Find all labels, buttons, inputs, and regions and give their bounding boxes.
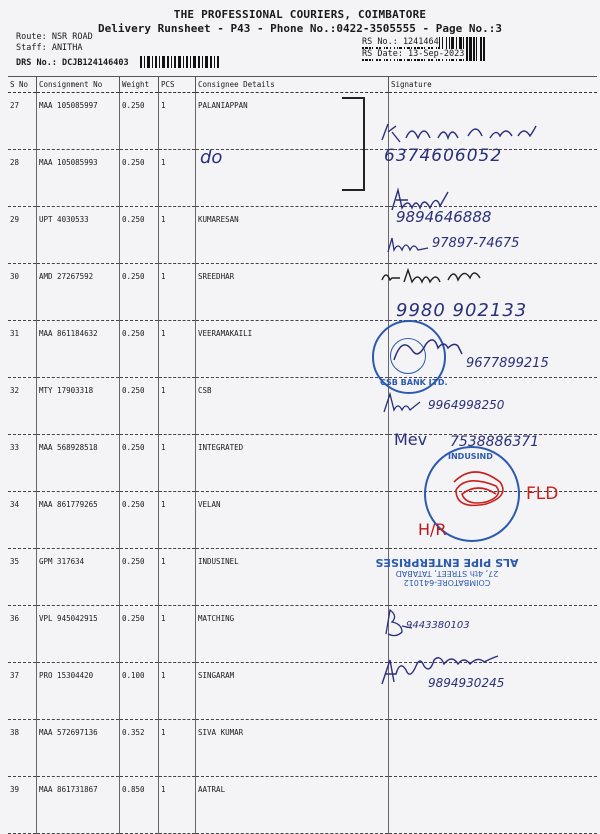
signature-row-27 <box>378 120 548 148</box>
col-consignee: Consignee Details <box>196 77 389 93</box>
cell-sno: 36 <box>8 606 37 663</box>
stamp-line-1: ALS PIPE ENTERPRISES <box>375 556 519 569</box>
cell-sno: 29 <box>8 207 37 264</box>
cell-weight: 0.250 <box>120 93 159 150</box>
signature-row-31 <box>378 266 498 288</box>
cell-consignment: GPM 317634 <box>37 549 120 606</box>
cell-consignee: SREEDHAR <box>196 264 389 321</box>
cell-consignee: SINGARAM <box>196 663 389 720</box>
cell-consignment: MAA 105085993 <box>37 150 120 207</box>
col-pcs: PCS <box>159 77 196 93</box>
cell-pcs: 1 <box>159 264 196 321</box>
cell-sno: 30 <box>8 264 37 321</box>
cell-consignment: MAA 568928518 <box>37 435 120 492</box>
cell-consignee: SIVA KUMAR <box>196 720 389 777</box>
cell-pcs: 1 <box>159 321 196 378</box>
cell-consignee: INTEGRATED <box>196 435 389 492</box>
cell-weight: 0.352 <box>120 720 159 777</box>
cell-sno: 28 <box>8 150 37 207</box>
ditto-mark: do <box>200 147 223 168</box>
rs-date: RS Date: 13-Sep-2023 <box>362 49 465 59</box>
phone-row-31: 9980 902133 <box>396 300 528 321</box>
cell-consignment: UPT 4030533 <box>37 207 120 264</box>
cell-weight: 0.250 <box>120 549 159 606</box>
route-label: Route: NSR ROAD <box>16 32 93 42</box>
cell-weight: 0.250 <box>120 264 159 321</box>
cell-weight: 0.250 <box>120 321 159 378</box>
cell-consignment: MAA 861731867 <box>37 777 120 834</box>
cell-signature <box>389 720 598 777</box>
phone-row-28: 6374606052 <box>384 146 503 166</box>
runsheet-subtitle: Delivery Runsheet - P43 - Phone No.:0422-3505555 - Page No.:3 <box>98 22 502 35</box>
cell-sno: 34 <box>8 492 37 549</box>
cell-pcs: 1 <box>159 150 196 207</box>
runsheet-table <box>8 76 597 834</box>
cell-sno: 38 <box>8 720 37 777</box>
red-scribble <box>448 462 512 512</box>
stamp-line-3: COIMBATORE-641012 <box>403 578 491 587</box>
cell-consignee: VELAN <box>196 492 389 549</box>
cell-sno: 27 <box>8 93 37 150</box>
cell-signature <box>389 777 598 834</box>
cell-pcs: 1 <box>159 606 196 663</box>
fld-mark: FLD <box>526 484 559 504</box>
cell-consignee: CSB <box>196 378 389 435</box>
pipe-enterprises-stamp <box>372 556 522 587</box>
cell-pcs: 1 <box>159 378 196 435</box>
cell-consignee: PALANIAPPAN <box>196 93 389 150</box>
cell-pcs: 1 <box>159 720 196 777</box>
company-title: THE PROFESSIONAL COURIERS, COIMBATORE <box>173 8 427 21</box>
staff-label: Staff: ANITHA <box>16 43 83 53</box>
cell-weight: 0.250 <box>120 150 159 207</box>
col-sno: S No <box>8 77 37 93</box>
cell-pcs: 1 <box>159 93 196 150</box>
cell-consignment: PRO 15304420 <box>37 663 120 720</box>
cell-sno: 37 <box>8 663 37 720</box>
phone-row-38: 9443380103 <box>406 620 470 631</box>
cell-sno: 32 <box>8 378 37 435</box>
phone-row-39: 9894930245 <box>428 676 505 690</box>
csb-stamp-text: CSB BANK LTD. <box>380 378 448 387</box>
cell-weight: 0.100 <box>120 663 159 720</box>
drs-label: DRS No.: DCJB124146403 <box>16 58 129 68</box>
cell-consignment: MAA 861184632 <box>37 321 120 378</box>
table-header-row <box>8 77 597 93</box>
cell-pcs: 1 <box>159 492 196 549</box>
drs-barcode <box>140 53 220 65</box>
cell-pcs: 1 <box>159 777 196 834</box>
cell-sno: 33 <box>8 435 37 492</box>
cell-consignment: AMD 27267592 <box>37 264 120 321</box>
cell-weight: 0.250 <box>120 492 159 549</box>
indusind-stamp-text: INDUSIND <box>448 452 493 461</box>
cell-consignment: MAA 861779265 <box>37 492 120 549</box>
table-row <box>8 207 597 264</box>
signature-row-33 <box>380 392 428 416</box>
cell-consignment: MAA 105085997 <box>37 93 120 150</box>
cell-sno: 35 <box>8 549 37 606</box>
cell-weight: 0.250 <box>120 606 159 663</box>
table-row <box>8 378 597 435</box>
signature-row-34: Mev <box>394 430 428 449</box>
phone-row-32: 9677899215 <box>466 356 549 371</box>
table-row <box>8 777 597 834</box>
phone-row-30: 97897-74675 <box>432 236 520 251</box>
cell-weight: 0.250 <box>120 378 159 435</box>
rs-number: RS No.: 1241464 <box>362 37 439 47</box>
phone-row-29: 9894646888 <box>396 208 492 226</box>
cell-pcs: 1 <box>159 435 196 492</box>
bracket-mark <box>338 96 378 196</box>
cell-consignment: MAA 572697136 <box>37 720 120 777</box>
cell-sno: 31 <box>8 321 37 378</box>
cell-sno: 39 <box>8 777 37 834</box>
cell-pcs: 1 <box>159 663 196 720</box>
signature-row-30 <box>384 234 434 258</box>
phone-row-34: 7538886371 <box>450 434 540 450</box>
cell-consignee: VEERAMAKAILI <box>196 321 389 378</box>
col-signature: Signature <box>389 77 598 93</box>
col-weight: Weight <box>120 77 159 93</box>
hr-mark: H/R <box>418 520 447 539</box>
cell-weight: 0.250 <box>120 435 159 492</box>
cell-pcs: 1 <box>159 207 196 264</box>
cell-weight: 0.250 <box>120 207 159 264</box>
cell-pcs: 1 <box>159 549 196 606</box>
cell-consignment: MTY 17903318 <box>37 378 120 435</box>
table-row <box>8 720 597 777</box>
cell-consignee: AATRAL <box>196 777 389 834</box>
table-row <box>8 150 597 207</box>
cell-consignee: INDUSINEL <box>196 549 389 606</box>
col-consignment: Consignment No <box>37 77 120 93</box>
cell-consignee: MATCHING <box>196 606 389 663</box>
cell-consignment: VPL 945042915 <box>37 606 120 663</box>
cell-consignee: KUMARESAN <box>196 207 389 264</box>
signature-row-32 <box>390 334 470 370</box>
drs-barcode-bars <box>140 56 220 68</box>
stamp-line-2: 27, 4th STREET, TATABAD <box>395 569 499 578</box>
cell-weight: 0.850 <box>120 777 159 834</box>
phone-row-33: 9964998250 <box>428 398 505 412</box>
